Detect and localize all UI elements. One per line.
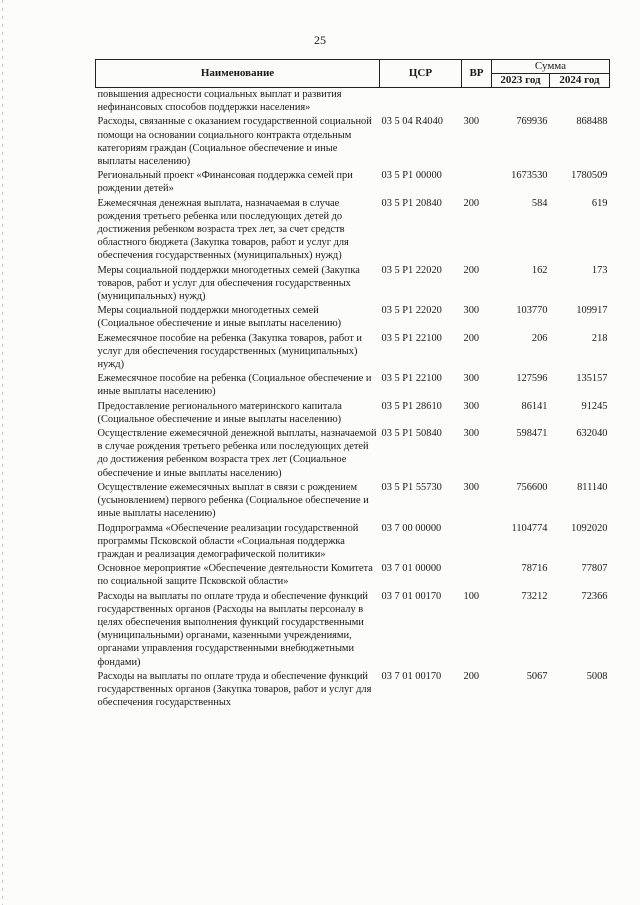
- row-name: Подпрограмма «Обеспечение реализации государственной программы Псковской области «Социальная поддержка граждан и реализация демографической политики»: [97, 522, 359, 560]
- row-csr: 03 5 P1 22020: [381, 264, 442, 276]
- row-amount-2023: 162: [531, 264, 548, 276]
- row-amount-2023: 78716: [521, 563, 548, 575]
- table-row: [96, 562, 610, 589]
- row-amount-2024: 218: [591, 332, 608, 344]
- row-name: Осуществление ежемесячной денежной выплаты, назначаемой в случае рождения третьего ребенка или последующих детей до достижения ребенком возраста трех лет (Социальное обеспечение и иные выплаты населению): [97, 428, 377, 479]
- row-vr: 300: [463, 305, 480, 317]
- row-csr: 03 5 P1 00000: [381, 170, 442, 182]
- row-amount-2024: 811140: [577, 481, 608, 493]
- row-amount-2024: 1092020: [571, 522, 608, 534]
- row-vr: [462, 88, 492, 116]
- row-csr: 03 5 P1 22100: [381, 332, 442, 344]
- row-name: Меры социальной поддержки многодетных семей (Социальное обеспечение и иные выплаты населению): [97, 305, 342, 330]
- row-amount-2023: 769936: [516, 116, 548, 128]
- row-amount-2023: 756600: [516, 481, 548, 493]
- row-amount-2023: 1104774: [511, 522, 548, 534]
- row-amount-2023: 73212: [521, 590, 548, 602]
- row-csr: 03 7 01 00000: [381, 563, 442, 575]
- row-amount-2023: 584: [531, 197, 548, 209]
- row-vr: 300: [463, 400, 480, 412]
- row-name: Предоставление регионального материнского капитала (Социальное обеспечение и иные выплаты населению): [97, 400, 342, 425]
- row-amount-2024: 619: [591, 197, 608, 209]
- row-csr: 03 5 P1 22100: [381, 373, 442, 385]
- budget-table: [95, 59, 610, 710]
- row-amount-2024: 173: [591, 264, 608, 276]
- row-csr: 03 7 00 00000: [381, 522, 442, 534]
- row-vr: 300: [463, 116, 480, 128]
- row-csr: 03 5 P1 55730: [381, 481, 442, 493]
- page-number: 25: [314, 33, 326, 47]
- row-amount-2024: 135157: [576, 373, 608, 385]
- row-amount-2024: 632040: [576, 428, 608, 440]
- row-amount-2023: [492, 88, 550, 116]
- header-sum: Сумма: [492, 60, 610, 74]
- table-body: [96, 88, 610, 711]
- table-row: [96, 522, 610, 563]
- header-year-2023: 2023 год: [492, 74, 550, 88]
- row-amount-2023: 127596: [516, 373, 548, 385]
- row-amount-2023: 103770: [516, 305, 548, 317]
- table-header: [96, 60, 610, 88]
- scan-edge: [2, 0, 3, 905]
- table-row: [96, 332, 610, 373]
- header-name: Наименование: [96, 60, 380, 88]
- row-vr: 100: [463, 590, 480, 602]
- header-year-2024: 2024 год: [550, 74, 610, 88]
- row-vr: [462, 169, 492, 196]
- row-csr: [380, 88, 462, 116]
- row-amount-2024: 109917: [576, 305, 608, 317]
- row-amount-2024: 5008: [586, 670, 608, 682]
- table-row: [96, 197, 610, 264]
- row-amount-2023: 5067: [526, 670, 548, 682]
- row-amount-2024: [550, 88, 610, 116]
- row-name: Основное мероприятие «Обеспечение деятельности Комитета по социальной защите Псковской области»: [97, 563, 373, 588]
- table-row: [96, 115, 610, 169]
- row-vr: 200: [463, 670, 480, 682]
- table-row: [96, 169, 610, 196]
- row-csr: 03 5 P1 22020: [381, 305, 442, 317]
- row-csr: 03 7 01 00170: [381, 670, 442, 682]
- table-row: [96, 372, 610, 399]
- table-row: [96, 400, 610, 427]
- row-name: Осуществление ежемесячных выплат в связи с рождением (усыновлением) первого ребенка (Социальное обеспечение и иные выплаты населению): [97, 481, 369, 520]
- row-csr: 03 5 P1 20840: [381, 197, 442, 209]
- header-vr: ВР: [462, 60, 492, 88]
- row-amount-2024: 77807: [581, 563, 608, 575]
- row-amount-2023: 206: [531, 332, 548, 344]
- row-amount-2023: 1673530: [511, 170, 548, 182]
- row-vr: 300: [463, 373, 480, 385]
- row-name: Ежемесячная денежная выплата, назначаемая в случае рождения третьего ребенка или последующих детей до достижения ребенком возраста трех лет, за счет средств областного бюджета (Закупка товаров, работ и услуг для обеспечения государственных (муниципальных) нужд): [97, 197, 349, 262]
- row-name: Расходы, связанные с оказанием государственной социальной помощи на основании социального контракта отдельным категориям граждан (Социальное обеспечение и иные выплаты населению): [97, 116, 372, 168]
- table-row: [96, 264, 610, 305]
- table-row: [96, 304, 610, 331]
- row-amount-2023: 86141: [521, 400, 548, 412]
- row-amount-2024: 91245: [581, 400, 608, 412]
- row-vr: 200: [463, 264, 480, 276]
- row-vr: 200: [463, 332, 480, 344]
- row-name: Ежемесячное пособие на ребенка (Закупка товаров, работ и услуг для обеспечения государственных (муниципальных) нужд): [97, 332, 362, 371]
- row-vr: [462, 562, 492, 589]
- table-row: [96, 88, 610, 116]
- row-name: Расходы на выплаты по оплате труда и обеспечение функций государственных органов (Расходы на выплаты персоналу в целях обеспечения выполнения функций государственными (муниципальными) органами, казенными учреждениями, органами управления государственными внебюджетными фондами): [97, 590, 368, 668]
- row-name: Ежемесячное пособие на ребенка (Социальное обеспечение и иные выплаты населению): [97, 373, 372, 398]
- table-row: [96, 590, 610, 670]
- row-vr: 200: [463, 197, 480, 209]
- row-amount-2023: 598471: [516, 428, 548, 440]
- row-amount-2024: 1780509: [571, 170, 608, 182]
- row-amount-2024: 72366: [581, 590, 608, 602]
- row-name: Региональный проект «Финансовая поддержка семей при рождении детей»: [97, 170, 353, 195]
- row-csr: 03 5 P1 28610: [381, 400, 442, 412]
- header-csr: ЦСР: [380, 60, 462, 88]
- row-vr: 300: [463, 481, 480, 493]
- row-name: повышения адресности социальных выплат и развития нефинансовых способов поддержки населения»: [97, 89, 342, 114]
- row-name: Расходы на выплаты по оплате труда и обеспечение функций государственных органов (Закупка товаров, работ и услуг для обеспечения государственных: [97, 670, 372, 709]
- table-row: [96, 481, 610, 522]
- row-csr: 03 7 01 00170: [381, 590, 442, 602]
- table-row: [96, 670, 610, 711]
- row-vr: 300: [463, 428, 480, 440]
- row-csr: 03 5 P1 50840: [381, 428, 442, 440]
- row-amount-2024: 868488: [576, 116, 608, 128]
- row-csr: 03 5 04 R4040: [381, 116, 443, 128]
- table-row: [96, 427, 610, 481]
- row-name: Меры социальной поддержки многодетных семей (Закупка товаров, работ и услуг для обеспечения государственных (муниципальных) нужд): [97, 264, 360, 303]
- row-vr: [462, 522, 492, 563]
